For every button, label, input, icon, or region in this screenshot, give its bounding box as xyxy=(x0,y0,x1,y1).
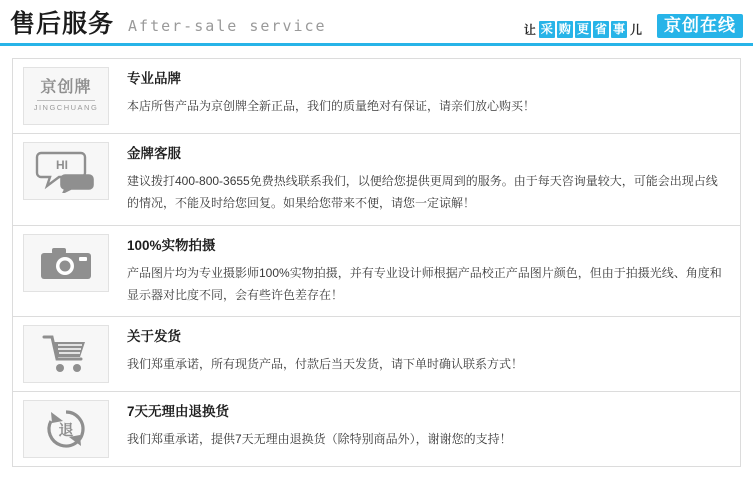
item-title: 7天无理由退换货 xyxy=(127,404,230,420)
list-item xyxy=(12,133,741,225)
brand-logo: 京创在线 xyxy=(657,14,743,38)
list-item xyxy=(12,225,741,317)
service-list xyxy=(0,46,753,467)
icon-cell xyxy=(13,226,109,300)
divider xyxy=(37,100,95,101)
list-item xyxy=(12,316,741,391)
list-item xyxy=(12,391,741,467)
list-item xyxy=(12,58,741,133)
brand-logo-en: JINGCHUANG xyxy=(33,103,99,113)
item-title: 关于发货 xyxy=(127,329,181,345)
icon-cell xyxy=(13,317,109,391)
shopping-cart-icon xyxy=(23,325,109,383)
brand-logo-cn: 京创牌 xyxy=(40,79,92,97)
jingchuang-brand-logo-icon xyxy=(23,67,109,125)
bubble-text: HI xyxy=(56,158,68,172)
text-cell xyxy=(109,226,740,317)
item-title: 专业品牌 xyxy=(127,71,181,86)
slogan-char-4: 省 xyxy=(594,22,607,36)
item-title: 100%实物拍摄 xyxy=(127,237,216,253)
icon-cell xyxy=(13,392,109,466)
item-description: 建议拨打400-800-3655免费热线联系我们，以便给您提供更周到的服务。由于每天咨询量较大，可能会出现占线的情况，不能及时给您回复。如果给您带来不便，请您一定谅解！ xyxy=(127,174,718,211)
text-cell xyxy=(109,134,740,225)
page-header xyxy=(0,0,753,46)
item-description: 我们郑重承诺，所有现货产品，付款后当天发货，请下单时确认联系方式！ xyxy=(127,357,524,372)
slogan-char-0: 让 xyxy=(523,22,536,37)
badge-text: 退 xyxy=(58,422,74,440)
text-cell xyxy=(109,59,740,127)
slogan-char-6: 儿 xyxy=(629,22,642,37)
text-cell xyxy=(109,392,740,460)
camera-icon xyxy=(23,234,109,292)
text-cell xyxy=(109,317,740,385)
item-description: 我们郑重承诺，提供7天无理由退换货（除特别商品外），谢谢您的支持！ xyxy=(127,432,512,447)
item-description: 本店所售产品为京创牌全新正品，我们的质量绝对有保证，请亲们放心购买！ xyxy=(127,99,536,114)
page-subtitle: After-sale service xyxy=(128,17,327,35)
slogan xyxy=(523,21,643,38)
return-arrows-icon xyxy=(23,400,109,458)
item-title: 金牌客服 xyxy=(127,146,181,161)
slogan-char-1: 采 xyxy=(540,22,553,36)
slogan-char-5: 事 xyxy=(612,22,625,36)
icon-cell xyxy=(13,59,109,133)
slogan-char-2: 购 xyxy=(558,22,571,36)
speech-bubble-hi-icon xyxy=(23,142,109,200)
page-title: 售后服务 xyxy=(10,10,115,38)
item-description: 产品图片均为专业摄影师100%实物拍摄，并有专业设计师根据产品校正产品图片颜色，但由于拍摄光线、角度和显示器对比度不同，会有些许色差存在！ xyxy=(127,265,722,302)
icon-cell xyxy=(13,134,109,208)
slogan-char-3: 更 xyxy=(576,22,589,36)
header-right-group xyxy=(523,14,743,43)
